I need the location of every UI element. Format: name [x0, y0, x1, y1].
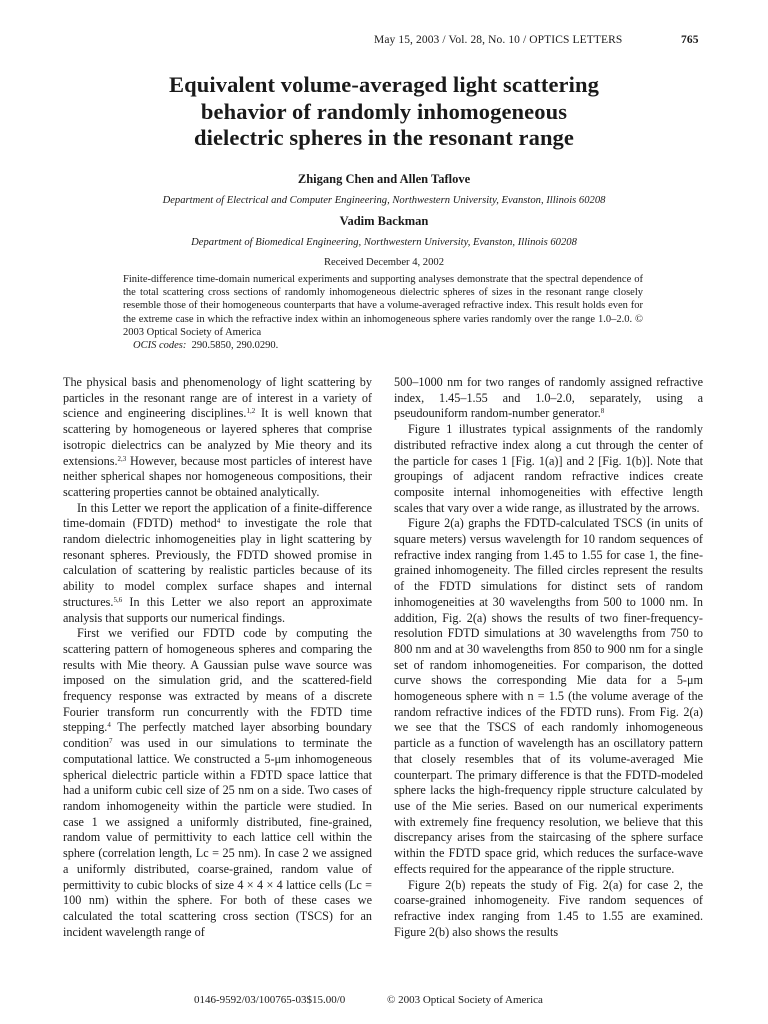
- text-run: 500–1000 nm for two ranges of randomly assigned refractive index, 1.45–1.55 and 1.0–2.0, separately, using a pseudouniform random-number generator.: [394, 375, 703, 421]
- citation-ref: 4: [216, 517, 221, 526]
- page-number: 765: [681, 34, 699, 46]
- author-list-1: Zhigang Chen and Allen Taflove: [297, 172, 471, 186]
- text-run: was used in our simulations to terminate the computational lattice. We constructed a 5-μm inhomogeneous spherical dielectric particle within a FDTD space lattice that had a uniform cubic cell size of 25 nm on a side. Two cases of random inhomogeneity within the particle were studied. In case 1 we assigned a uniformly distributed, fine-grained, random value of permittivity to each lattice cell within the sphere (correlation length, Lc = 25 nm). In case 2 we assigned a uniformly distributed, coarse-grained, random value of permittivity to cubic blocks of size 4 × 4 × 4 lattice cells (Lc = 100 nm) within the sphere. For both of these cases we calculated the total scattering cross section (TSCS) for an incident wavelength range of: [63, 736, 372, 939]
- ocis-label: OCIS codes:: [133, 340, 187, 352]
- text-run: It is well known that scattering by homogeneous or layered spheres that comprise isotropic dielectrics can be analyzed by Mie theory and its extensions.: [63, 406, 372, 468]
- received-date: Received December 4, 2002: [323, 257, 444, 268]
- copyright: © 2003 Optical Society of America: [387, 994, 543, 1006]
- author-list-2: Vadim Backman: [339, 214, 429, 228]
- citation-ref: 5,6: [113, 595, 123, 604]
- right-column: [394, 375, 703, 940]
- text-run: to investigate the role that random dielectric inhomogeneities play in light scattering by resonant spheres. Previously, the FDTD showed promise in calculation of scattering by realistic particles because of its ability to model complex surface shapes and internal structures.: [63, 516, 373, 609]
- title-line: Equivalent volume-averaged light scattering: [169, 72, 599, 97]
- paragraph: [394, 878, 703, 941]
- text-run: In this Letter we also report an approximate analysis that supports our numerical findings.: [63, 594, 372, 625]
- paragraph: [63, 626, 372, 940]
- citation-ref: 2,3: [117, 454, 127, 463]
- citation-ref: 7: [109, 737, 113, 746]
- citation-ref: 1,2: [246, 407, 256, 416]
- title-line: behavior of randomly inhomogeneous: [200, 98, 568, 124]
- abstract: [123, 273, 643, 352]
- title-line: dielectric spheres in the resonant range: [194, 125, 574, 150]
- article-code: 0146-9592/03/100765-03$15.00/0: [194, 994, 346, 1006]
- ocis-codes: [123, 339, 643, 352]
- text-run: Figure 2(a) graphs the FDTD-calculated TSCS (in units of square meters) versus wavelength for 10 random sequences of refractive index ranging from 1.45 to 1.55 for case 1, the fine-grained inhomogeneity. The filled circles represent the results of the FDTD simulations for distinct sets of random inhomogeneities at 30 wavelengths from 500 to 1000 nm. In addition, Fig. 2(a) shows the results of two finer-frequency-resolution FDTD simulations at 30 wavelengths from 750 to 800 nm and at 30 wavelengths from 850 to 900 nm for a single set of random inhomogeneities. For comparison, the dotted curve shows the corresponding Mie data for a 5-μm homogeneous sphere with n = 1.5 (the volume average of the random refractive indices of the FDTD runs). From Fig. 2(a) we see that the TSCS of each randomly inhomogeneous particle as a function of wavelength has an oscillatory pattern that closely resembles that of its volume-averaged Mie counterpart. The primary difference is that the FDTD-modeled sphere lacks the high-frequency ripple structure calculated by use of the Mie series. Based on our numerical experiments with extremely fine frequency resolution, we believe that this discrepancy arises from the staircasing of the sphere surface within the FDTD space grid, which reduces the surface-wave effects required for the appearance of the ripple structure.: [394, 516, 703, 876]
- journal-citation: May 15, 2003 / Vol. 28, No. 10 / OPTICS LETTERS: [374, 34, 623, 46]
- text-run: In this Letter we report the application of a finite-difference time-domain (FDTD) method: [63, 500, 372, 531]
- abstract-text: Finite-difference time-domain numerical experiments and supporting analyses demonstrate that the spectral dependence of the total scattering cross sections of randomly inhomogeneous dielectric spheres of sizes in the resonant range closely resemble those of their homogeneous counterparts that have a volume-averaged refractive index. This result holds even for the extreme case in which the refractive index within an inhomogeneous sphere varies randomly over the range 1.0–2.0. © 2003 Optical Society of America: [123, 274, 643, 338]
- text-run: First we verified our FDTD code by computing the scattering pattern of homogeneous spheres and comparing the results with Mie theory. A Gaussian pulse wave source was imposed on the simulation grid, and the scattered-field frequency response was extracted by means of a discrete Fourier transform run concurrently with the FDTD time stepping.: [63, 626, 372, 735]
- affiliation-2: Department of Biomedical Engineering, Northwestern University, Evanston, Illinois 60208: [191, 237, 577, 248]
- text-run: The perfectly matched layer absorbing boundary condition: [63, 720, 372, 751]
- citation-ref: 8: [600, 407, 605, 416]
- running-head: [0, 34, 768, 50]
- text-run: Figure 1 illustrates typical assignments of the randomly distributed refractive index along a cut through the center of the particle for cases 1 [Fig. 1(a)] and 2 [Fig. 1(b)]. Note that groupings of adjacent random refractive indices create composite internal inhomogeneities with effective length scales that vary over a wide range, as illustrated by the arrows.: [394, 422, 703, 515]
- paragraph: [63, 501, 372, 627]
- paragraph: [63, 375, 372, 501]
- paragraph: [394, 375, 703, 422]
- text-run: The physical basis and phenomenology of light scattering by particles in the resonant range are of interest in a variety of science and engineering disciplines.: [63, 375, 372, 421]
- paragraph: [394, 516, 703, 877]
- left-column: [63, 375, 372, 940]
- affiliation-1: Department of Electrical and Computer Engineering, Northwestern University, Evanston, Illinois 60208: [162, 195, 606, 206]
- text-run: Figure 2(b) repeats the study of Fig. 2(a) for case 2, the coarse-grained inhomogeneity. Five random sequences of refractive index ranging from 1.45 to 1.55 are examined. Figure 2(b) also shows the results: [394, 877, 703, 939]
- paper-title: [84, 72, 684, 152]
- citation-ref: 4: [107, 721, 111, 730]
- paragraph: [394, 422, 703, 516]
- text-run: However, because most particles of interest have neither spherical shapes nor homogeneous compositions, their scattering properties cannot be obtained analytically.: [63, 453, 372, 499]
- ocis-values: 290.5850, 290.0290.: [191, 340, 279, 352]
